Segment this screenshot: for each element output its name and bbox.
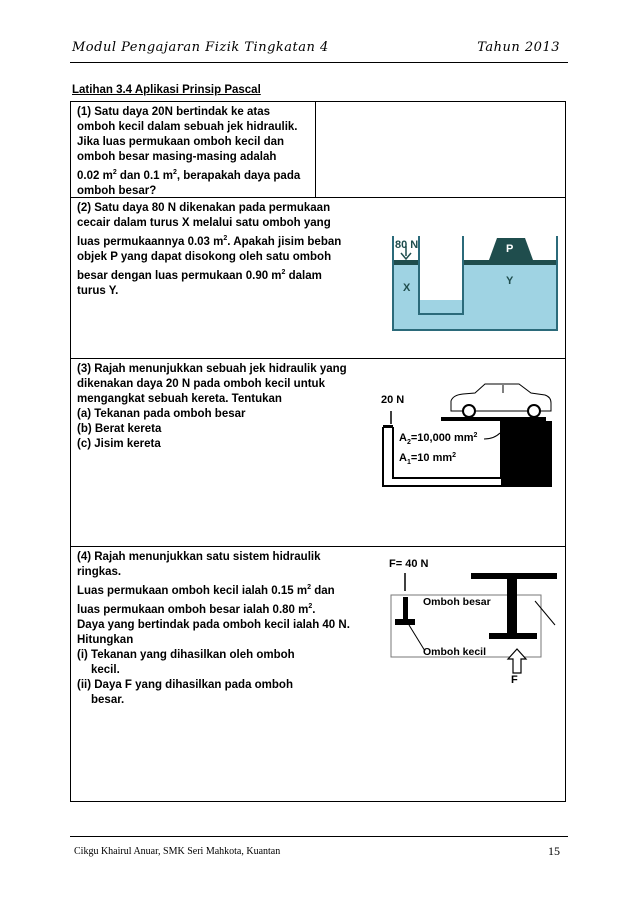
q4-line-4: luas permukaan omboh besar ialah 0.80 $m^2$. (77, 602, 316, 616)
q4-line-9: (ii) Daya F yang dihasilkan pada omboh (77, 678, 293, 691)
q2-line-4: objek P yang dapat disokong oleh satu omboh (77, 250, 332, 263)
question-4-box (70, 546, 566, 802)
omboh-besar-label: Omboh besar (423, 596, 491, 608)
column-y-label: Y (506, 275, 514, 287)
omboh-kecil-label: Omboh kecil (423, 646, 487, 658)
small-column-liquid (393, 300, 419, 330)
question-2-text (77, 201, 367, 299)
q4-line-2: ringkas. (77, 566, 122, 578)
question-2-box (70, 197, 566, 359)
force-label: 80 N (395, 239, 419, 251)
header-title: Modul Pengajaran Fizik Tingkatan 4 (72, 40, 329, 55)
q4-line-5: Daya yang bertindak pada omboh kecil ialah 40 N. (77, 618, 350, 631)
question-3-text (77, 362, 377, 452)
q3-line-1: (3) Rajah menunjukkan sebuah jek hidraulik yang (77, 363, 347, 375)
large-piston-head (489, 633, 537, 639)
small-piston (394, 260, 418, 265)
q4-line-3: Luas permukaan omboh kecil ialah 0.15 $m^2$ dan (77, 584, 335, 597)
q4-line-6: Hitungkan (77, 633, 134, 646)
car-rear-wheel (528, 405, 540, 417)
q1-line-3: Jika luas permukaan omboh kecil dan (77, 136, 285, 148)
footer-author: Cikgu Khairul Anuar, SMK Seri Mahkota, Kuantan (74, 846, 281, 857)
q4-line-8: kecil. (91, 663, 120, 676)
q4-line-1: (4) Rajah menunjukkan satu sistem hidraulik (77, 551, 321, 563)
car-jack-small-piston (383, 425, 393, 428)
car-jack-large-piston-column (501, 421, 551, 487)
column-x-label: X (403, 282, 411, 294)
q3-line-5: (b) Berat kereta (77, 423, 162, 435)
question-3-box (70, 358, 566, 547)
question-1-divider (315, 102, 316, 197)
large-piston-rod (507, 579, 517, 635)
question-4-text (77, 550, 377, 708)
area-a2-pointer (484, 433, 500, 439)
q1-line-2: omboh kecil dalam sebuah jek hidraulik. (77, 121, 298, 133)
q1-line-5: 0.02 $m^2$ dan 0.1 $m^2$, berapakah daya pada (77, 169, 301, 182)
car-platform (441, 417, 546, 421)
load-p-label: P (506, 243, 514, 255)
q2-line-5: besar dengan luas permukaan 0.90 $m^2$ dalam (77, 268, 322, 282)
page-number: 15 (548, 844, 560, 858)
output-force-label: F (511, 674, 518, 686)
q2-line-2: cecair dalam turus X melalui satu omboh yang (77, 217, 331, 229)
exercise-title: Latihan 3.4 Aplikasi Prinsip Pascal (72, 84, 261, 96)
q2-line-6: turus Y. (77, 284, 119, 297)
q4-line-7: (i) Tekanan yang dihasilkan oleh omboh (77, 648, 295, 661)
footer-rule (70, 836, 568, 837)
input-force-label: F= 40 N (389, 558, 429, 570)
q3-line-6: (c) Jisim kereta (77, 438, 161, 450)
q3-line-4: (a) Tekanan pada omboh besar (77, 408, 246, 420)
car-jack-force-label: 20 N (381, 394, 405, 406)
header-rule (70, 62, 568, 63)
simple-hydraulic-system-diagram (385, 555, 563, 685)
q4-line-10: besar. (91, 693, 125, 706)
large-piston-top (471, 573, 557, 579)
q3-line-2: dikenakan daya 20 N pada omboh kecil untuk (77, 378, 325, 390)
area-a1-label: $A_1=10$ $mm^2$ (399, 452, 457, 466)
large-piston (464, 260, 556, 265)
small-piston-rod (403, 597, 408, 621)
q3-line-3: mengangkat sebuah kereta. Tentukan (77, 393, 282, 405)
liquid-narrow-area (420, 300, 462, 313)
area-a2-label: $A_2=10,000$ $mm^2$ (399, 432, 478, 446)
q1-line-4: omboh besar masing-masing adalah (77, 151, 277, 163)
header-year: Tahun 2013 (477, 40, 560, 55)
q1-line-6: omboh besar? (77, 184, 157, 197)
small-piston-head (395, 619, 415, 625)
hydraulic-u-tube-diagram (391, 236, 561, 332)
car-jack-small-column (384, 428, 392, 486)
question-1-text (77, 105, 313, 199)
q2-line-1: (2) Satu daya 80 N dikenakan pada permukaan (77, 202, 331, 214)
question-1-box (70, 101, 566, 198)
q1-line-1: (1) Satu daya 20N bertindak ke atas (77, 106, 271, 118)
car-front-wheel (463, 405, 475, 417)
hydraulic-car-jack-diagram (379, 381, 555, 491)
q2-line-3: luas permukaannya 0.03 $m^2$. Apakah jisim beban (77, 235, 342, 248)
